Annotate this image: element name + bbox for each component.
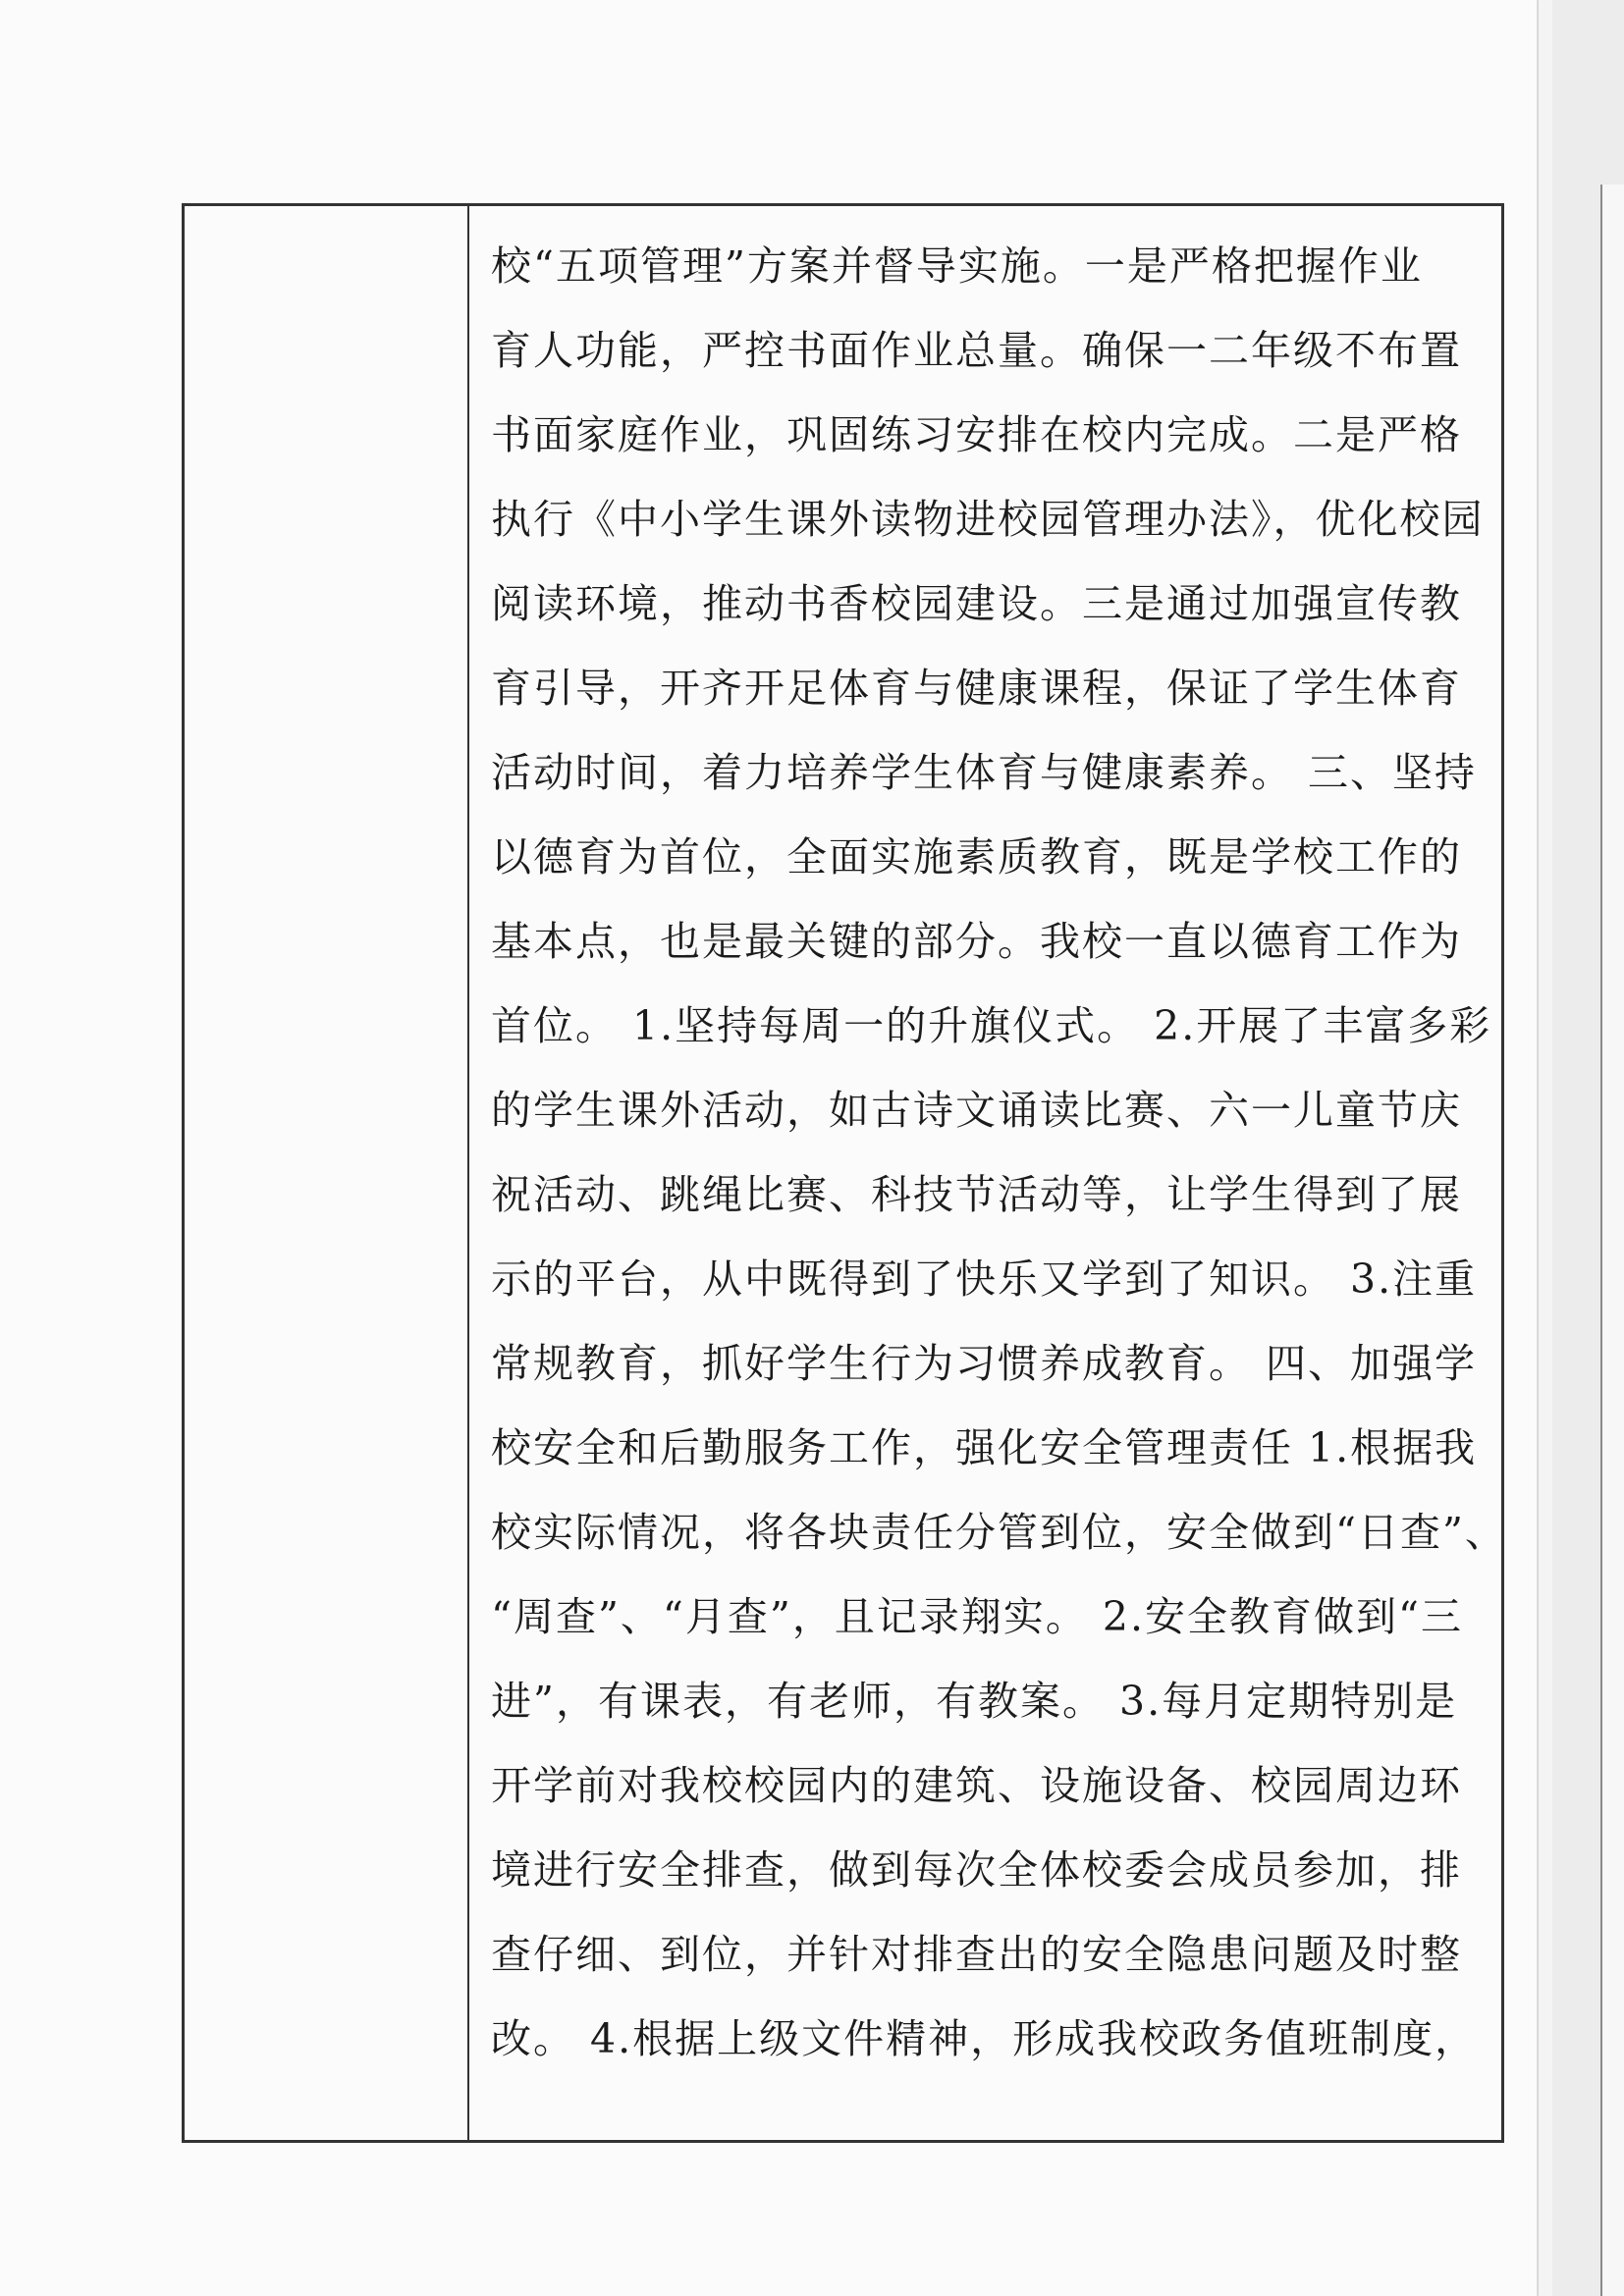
text-line: 首位。 1.坚持每周一的升旗仪式。 2.开展了丰富多彩 bbox=[491, 1002, 1492, 1049]
text-line: 常规教育，抓好学生行为习惯养成教育。 四、加强学 bbox=[491, 1340, 1478, 1387]
text-line: 基本点，也是最关键的部分。我校一直以德育工作为 bbox=[491, 918, 1462, 965]
page-edge bbox=[1538, 0, 1552, 2296]
text-line: 书面家庭作业，巩固练习安排在校内完成。二是严格 bbox=[491, 411, 1462, 458]
text-line: 执行《中小学生课外读物进校园管理办法》，优化校园 bbox=[491, 496, 1485, 543]
text-line: “周查”、“月查”，且记录翔实。 2.安全教育做到“三 bbox=[491, 1593, 1463, 1640]
text-line: 示的平台，从中既得到了快乐又学到了知识。 3.注重 bbox=[491, 1255, 1478, 1303]
text-line: 进”，有课表，有老师，有教案。 3.每月定期特别是 bbox=[491, 1678, 1458, 1725]
content-cell bbox=[469, 206, 1507, 2140]
form-table bbox=[182, 203, 1507, 2143]
label-cell bbox=[185, 206, 469, 2140]
text-line: 境进行安全排查，做到每次全体校委会成员参加，排 bbox=[491, 1846, 1462, 1894]
text-line: 以德育为首位，全面实施素质教育，既是学校工作的 bbox=[491, 833, 1462, 881]
text-line: 活动时间，着力培养学生体育与健康素养。 三、坚持 bbox=[491, 749, 1478, 796]
text-line: 校安全和后勤服务工作，强化安全管理责任 1.根据我 bbox=[491, 1424, 1478, 1471]
next-page-edge bbox=[1600, 185, 1624, 2296]
text-line: 祝活动、跳绳比赛、科技节活动等，让学生得到了展 bbox=[491, 1171, 1462, 1218]
text-line: 阅读环境，推动书香校园建设。三是通过加强宣传教 bbox=[491, 580, 1462, 627]
text-line: 改。 4.根据上级文件精神，形成我校政务值班制度， bbox=[491, 2015, 1478, 2062]
text-line: 校“五项管理”方案并督导实施。一是严格把握作业 bbox=[491, 242, 1423, 290]
text-line: 育引导，开齐开足体育与健康课程，保证了学生体育 bbox=[491, 665, 1462, 712]
text-line: 查仔细、到位，并针对排查出的安全隐患问题及时整 bbox=[491, 1931, 1462, 1978]
text-line: 开学前对我校校园内的建筑、设施设备、校园周边环 bbox=[491, 1762, 1462, 1809]
text-line: 校实际情况，将各块责任分管到位，安全做到“日查”、 bbox=[491, 1509, 1507, 1556]
text-line: 育人功能，严控书面作业总量。确保一二年级不布置 bbox=[491, 327, 1462, 374]
text-line: 的学生课外活动，如古诗文诵读比赛、六一儿童节庆 bbox=[491, 1087, 1462, 1134]
